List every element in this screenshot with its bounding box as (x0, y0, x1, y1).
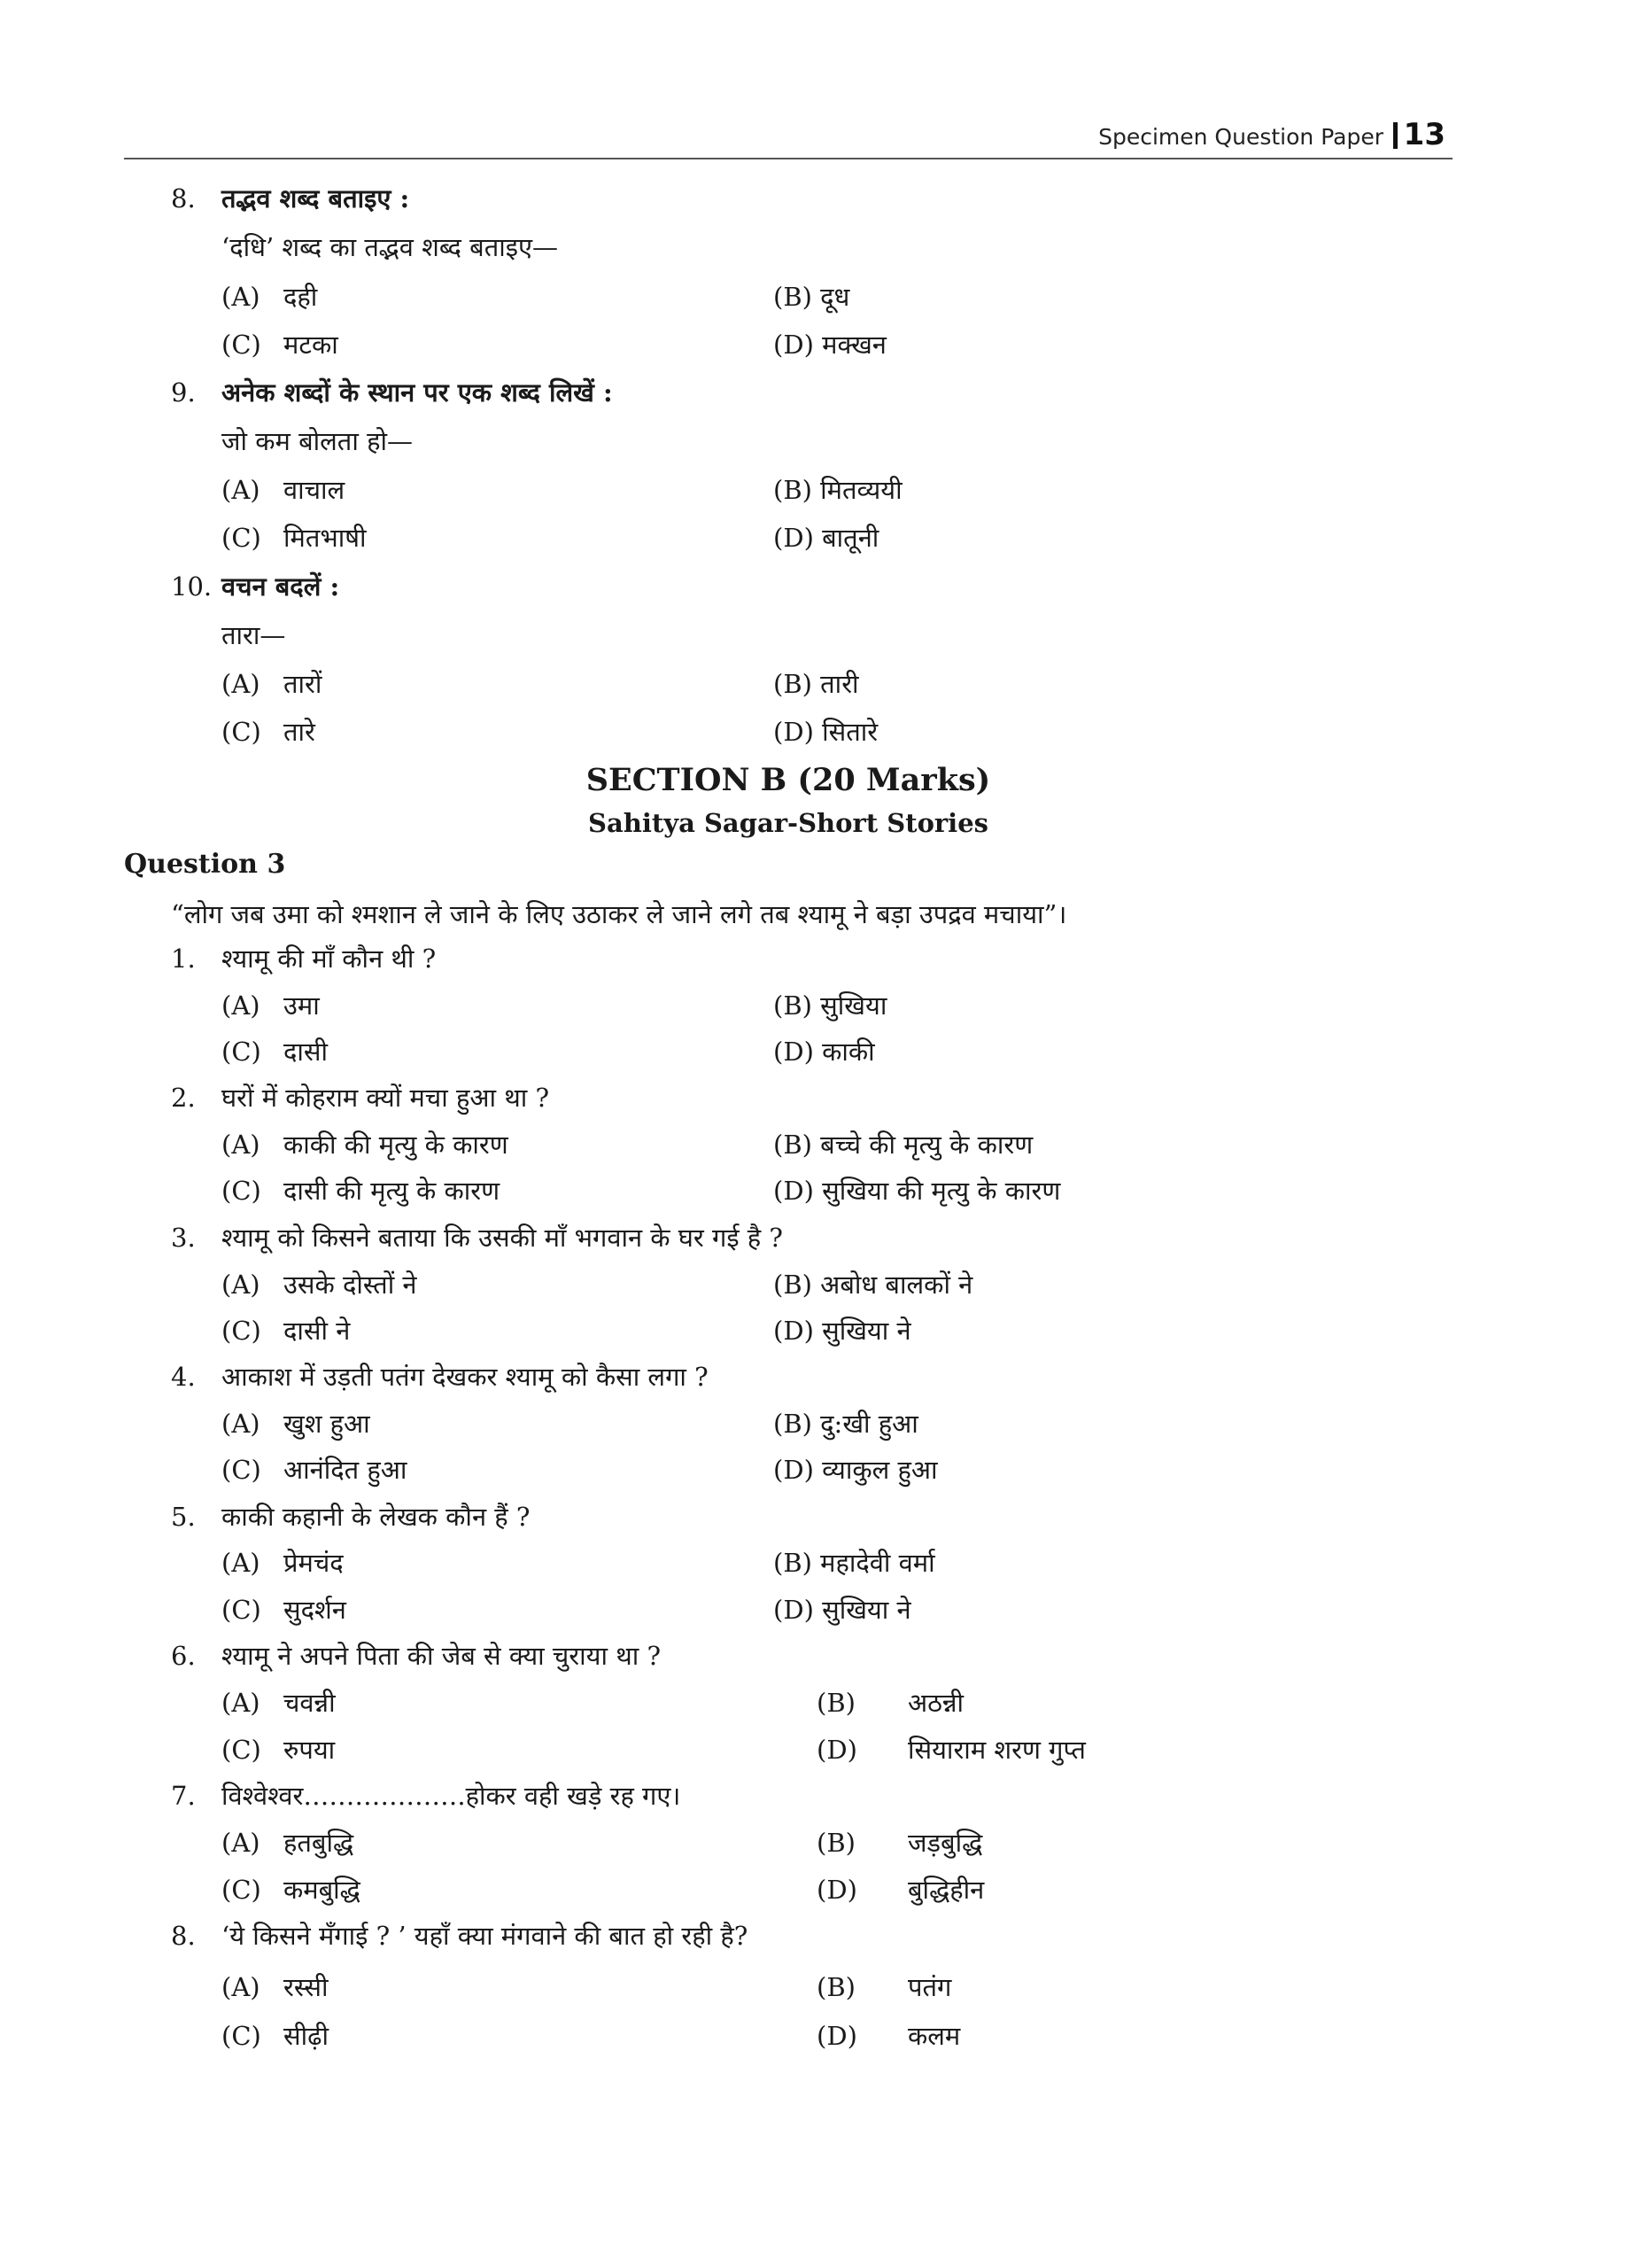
passage-quote: “लोग जब उमा को श्मशान ले जाने के लिए उठाकर ले जाने लगे तब श्यामू ने बड़ा उपद्रव मचाया”। (171, 899, 1067, 929)
header-divider (1393, 122, 1398, 149)
section-title: SECTION B (20 Marks) (585, 762, 991, 798)
question-3-label: Question 3 (124, 849, 286, 880)
page-number: 13 (1403, 117, 1445, 152)
page-header (124, 115, 1453, 159)
header-title: Specimen Question Paper (1098, 124, 1383, 150)
section-subtitle: Sahitya Sagar-Short Stories (588, 808, 988, 838)
